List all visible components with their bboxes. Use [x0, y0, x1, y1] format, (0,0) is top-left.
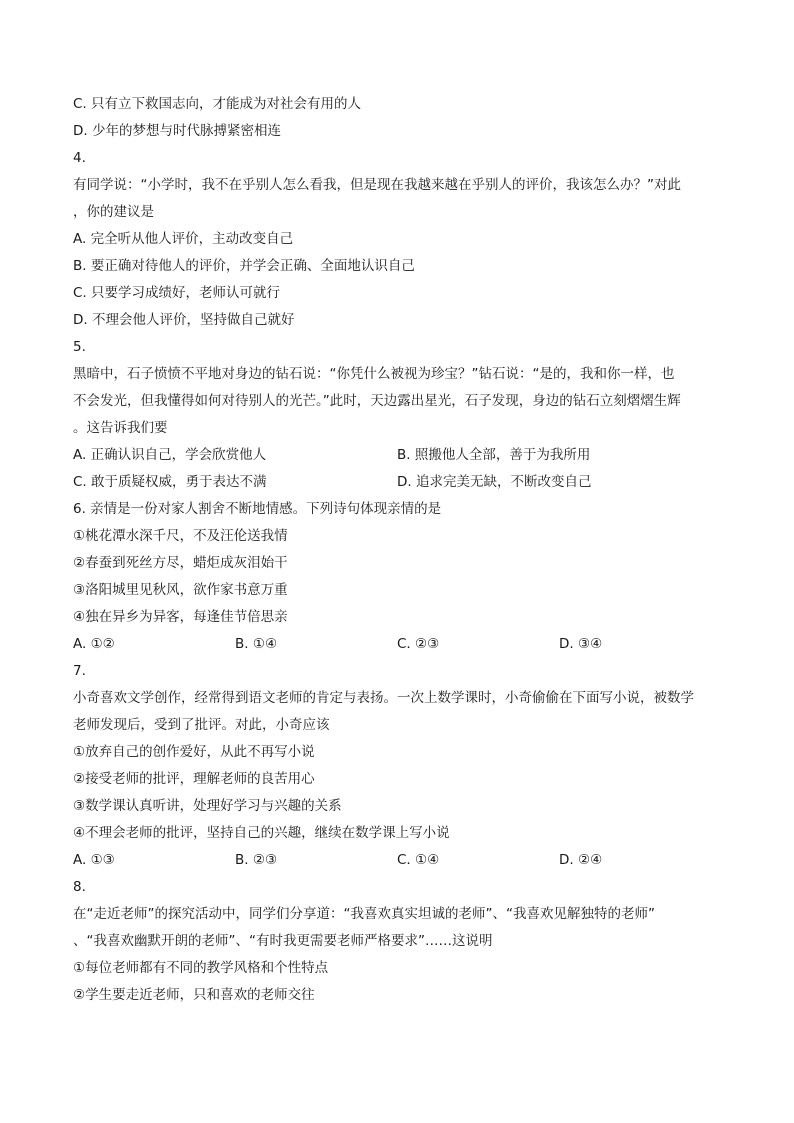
q7-item-4: ④不理会老师的批评，坚持自己的兴趣，继续在数学课上写小说 [73, 825, 450, 841]
exam-page [73, 91, 723, 1009]
q6-option-b: B. ①④ [235, 636, 278, 652]
q4-stem-line-1: 有同学说：“小学时，我不在乎别人怎么看我，但是现在我越来越在乎别人的评价，我该怎么办？”对此 [73, 177, 681, 193]
q4-stem-line-2: ，你的建议是 [73, 204, 154, 220]
q3-option-d: D. 少年的梦想与时代脉搏紧密相连 [73, 123, 281, 139]
q5-number: 5. [73, 339, 86, 355]
q8-number: 8. [73, 879, 86, 895]
q7-item-1: ①放弃自己的创作爱好，从此不再写小说 [73, 744, 315, 760]
q5-stem-line-1: 黑暗中，石子愤愤不平地对身边的钻石说：“你凭什么被视为珍宝？”钻石说：“是的，我和你一样，也 [73, 366, 675, 382]
q5-option-c: C. 敢于质疑权威，勇于表达不满 [73, 474, 267, 490]
q6-stem: 6. 亲情是一份对家人割舍不断地情感。下列诗句体现亲情的是 [73, 501, 442, 517]
q7-option-a: A. ①③ [73, 852, 115, 868]
q8-item-2: ②学生要走近老师，只和喜欢的老师交往 [73, 987, 315, 1003]
q6-item-3: ③洛阳城里见秋风，欲作家书意万重 [73, 582, 288, 598]
q3-option-c: C. 只有立下救国志向，才能成为对社会有用的人 [73, 96, 362, 112]
q4-option-c: C. 只要学习成绩好，老师认可就行 [73, 285, 281, 301]
q8-stem-line-2: 、“我喜欢幽默开朗的老师”、“有时我更需要老师严格要求”……这说明 [73, 933, 493, 949]
q5-option-d: D. 追求完美无缺，不断改变自己 [397, 474, 592, 490]
q6-option-c: C. ②③ [397, 636, 440, 652]
q6-option-a: A. ①② [73, 636, 115, 652]
q8-item-1: ①每位老师都有不同的教学风格和个性特点 [73, 960, 329, 976]
q7-item-2: ②接受老师的批评，理解老师的良苦用心 [73, 771, 315, 787]
q6-option-d: D. ③④ [559, 636, 603, 652]
q7-number: 7. [73, 663, 86, 679]
q7-option-d: D. ②④ [559, 852, 603, 868]
q6-item-1: ①桃花潭水深千尺，不及汪伦送我情 [73, 528, 288, 544]
q4-option-d: D. 不理会他人评价，坚持做自己就好 [73, 312, 295, 328]
q6-item-4: ④独在异乡为异客，每逢佳节倍思亲 [73, 609, 288, 625]
q7-option-b: B. ②③ [235, 852, 278, 868]
q7-stem-line-1: 小奇喜欢文学创作，经常得到语文老师的肯定与表扬。一次上数学课时，小奇偷偷在下面写小说，被数学 [73, 690, 694, 706]
q7-options [73, 847, 723, 874]
q4-option-a: A. 完全听从他人评价，主动改变自己 [73, 231, 294, 247]
q7-stem-line-2: 老师发现后，受到了批评。对此，小奇应该 [73, 717, 330, 733]
q4-option-b: B. 要正确对待他人的评价，并学会正确、全面地认识自己 [73, 258, 415, 274]
q5-stem-line-3: 。这告诉我们要 [73, 420, 168, 436]
q4-number: 4. [73, 150, 86, 166]
q6-options [73, 631, 723, 658]
q8-stem-line-1: 在“走近老师”的探究活动中，同学们分享道：“我喜欢真实坦诚的老师”、“我喜欢见解独特的老师” [73, 906, 655, 922]
q5-stem-line-2: 不会发光，但我懂得如何对待别人的光芒。”此时，天边露出星光，石子发现，身边的钻石立刻熠熠生辉 [73, 393, 681, 409]
q5-option-a: A. 正确认识自己，学会欣赏他人 [73, 447, 267, 463]
q7-item-3: ③数学课认真听讲，处理好学习与兴趣的关系 [73, 798, 342, 814]
q5-options-row-1 [73, 442, 723, 469]
q7-option-c: C. ①④ [397, 852, 440, 868]
q5-options-row-2 [73, 469, 723, 496]
q5-option-b: B. 照搬他人全部，善于为我所用 [397, 447, 591, 463]
q6-item-2: ②春蚕到死丝方尽，蜡炬成灰泪始干 [73, 555, 288, 571]
